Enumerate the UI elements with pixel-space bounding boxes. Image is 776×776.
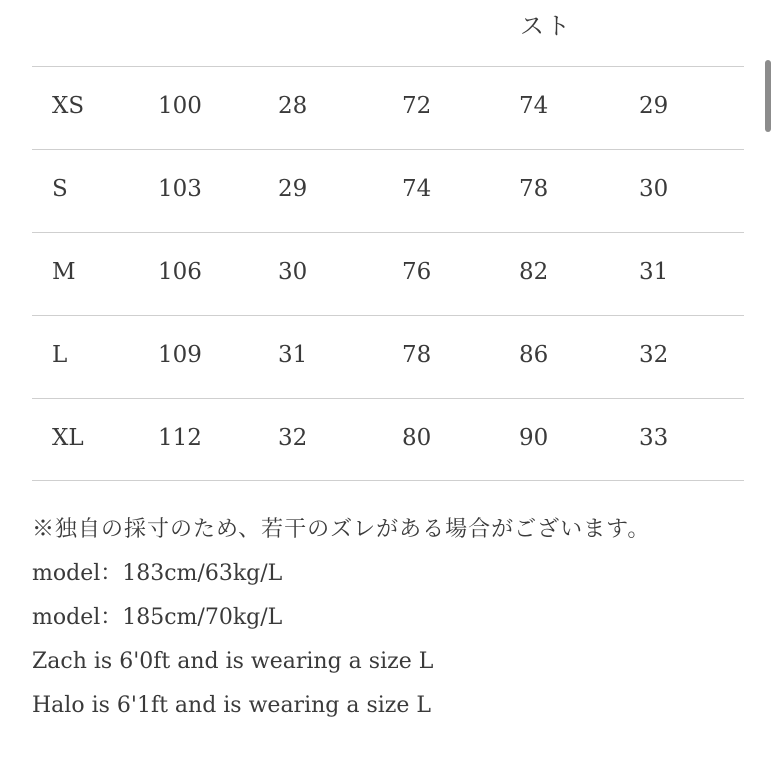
table-cell: 30 — [639, 176, 669, 202]
size-cell: M — [52, 259, 76, 285]
table-cell: 78 — [402, 342, 432, 368]
table-cell: 109 — [158, 342, 202, 368]
table-row — [32, 315, 744, 398]
table-cell: 28 — [278, 93, 308, 119]
table-cell: 106 — [158, 259, 202, 285]
measurement-disclaimer: ※独自の採寸のため、若干のズレがある場合がございます。 — [32, 517, 651, 542]
table-row — [32, 66, 744, 149]
table-cell: 74 — [402, 176, 432, 202]
table-cell: 32 — [639, 342, 669, 368]
table-cell: 74 — [519, 93, 549, 119]
table-row — [32, 149, 744, 232]
table-cell: 112 — [158, 425, 202, 451]
size-cell: XL — [52, 425, 84, 451]
model-info-2: model：185cm/70kg/L — [32, 605, 283, 630]
size-cell: XS — [52, 93, 85, 119]
table-cell: 80 — [402, 425, 432, 451]
table-cell: 78 — [519, 176, 549, 202]
table-cell: 29 — [639, 93, 669, 119]
table-cell: 31 — [278, 342, 308, 368]
model-info-zach: Zach is 6'0ft and is wearing a size L — [32, 649, 434, 674]
size-cell: L — [52, 342, 68, 368]
table-row — [32, 232, 744, 315]
table-row — [32, 398, 744, 481]
size-cell: S — [52, 176, 68, 202]
scrollbar-thumb[interactable] — [765, 60, 771, 132]
model-info-1: model：183cm/63kg/L — [32, 561, 283, 586]
table-cell: 30 — [278, 259, 308, 285]
table-cell: 86 — [519, 342, 549, 368]
table-cell: 103 — [158, 176, 202, 202]
column-header-fragment: スト — [520, 12, 572, 40]
table-cell: 100 — [158, 93, 202, 119]
table-cell: 90 — [519, 425, 549, 451]
table-cell: 82 — [519, 259, 549, 285]
table-cell: 76 — [402, 259, 432, 285]
model-info-halo: Halo is 6'1ft and is wearing a size L — [32, 693, 432, 718]
size-chart-table — [32, 66, 744, 481]
table-cell: 33 — [639, 425, 669, 451]
table-cell: 31 — [639, 259, 669, 285]
product-notes — [32, 508, 744, 728]
table-cell: 32 — [278, 425, 308, 451]
table-cell: 29 — [278, 176, 308, 202]
table-cell: 72 — [402, 93, 432, 119]
